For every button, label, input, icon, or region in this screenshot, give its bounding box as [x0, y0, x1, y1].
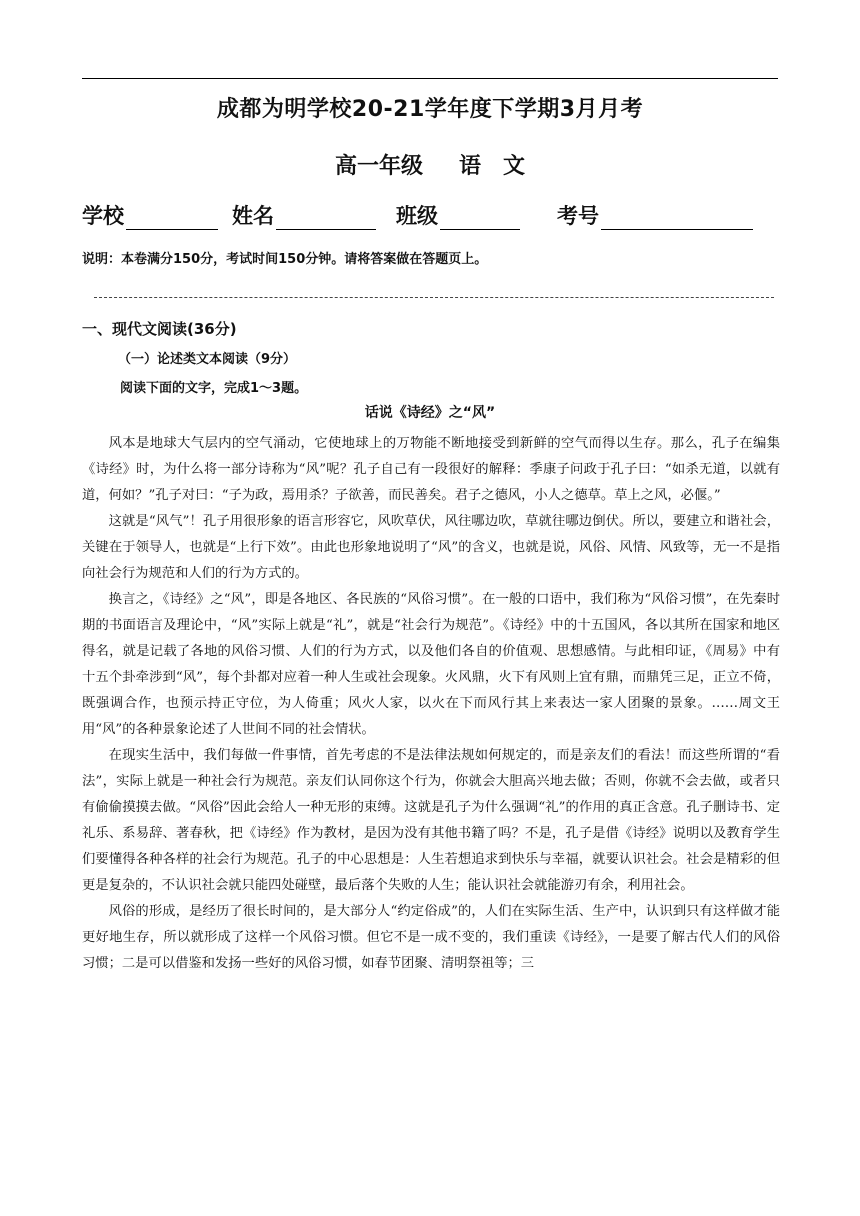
class-blank[interactable]	[440, 205, 520, 230]
exam-no-field[interactable]	[557, 200, 753, 230]
article-paragraph: 风俗的形成，是经历了很长时间的，是大部分人“约定俗成”的，人们在实际生活、生产中，认识到只有这样做才能更好地生存，所以就形成了这样一个风俗习惯。但它不是一成不变的，我们重读《诗经》，一是要了解古代人们的风俗习惯；二是可以借鉴和发扬一些好的风俗习惯，如春节团聚、清明祭祖等；三	[82, 904, 780, 971]
school-label: 学校	[82, 204, 124, 228]
top-rule	[82, 78, 778, 79]
article-body	[82, 431, 780, 977]
class-label: 班级	[396, 204, 438, 228]
section-heading: 一、现代文阅读(36分)	[82, 320, 237, 338]
exam-note: 说明：本卷满分150分，考试时间150分钟。请将答案做在答题页上。	[82, 252, 488, 267]
subject-label: 语 文	[459, 154, 526, 179]
dashed-divider	[94, 297, 774, 298]
grade-label: 高一年级	[334, 154, 423, 179]
name-label: 姓名	[232, 204, 274, 228]
article-paragraph: 这就是“风气”！孔子用很形象的语言形容它，风吹草伏，风往哪边吹，草就往哪边倒伏。所以，要建立和谐社会，关键在于领导人，也就是“上行下效”。由此也形象地说明了“风”的含义，也就是说，风俗、风情、风致等，无一不是指向社会行为规范和人们的行为方式的。	[82, 514, 780, 581]
article-title: 话说《诗经》之“风”	[364, 405, 496, 421]
class-field[interactable]	[396, 200, 520, 230]
article-paragraph: 在现实生活中，我们每做一件事情，首先考虑的不是法律法规如何规定的，而是亲友们的看法！而这些所谓的“看法”，实际上就是一种社会行为规范。亲友们认同你这个行为，你就会大胆高兴地去做；否则，你就不会去做，或者只有偷偷摸摸去做。“风俗”因此会给人一种无形的束缚。这就是孔子为什么强调“礼”的作用的真正含意。孔子删诗书、定礼乐、系易辞、著春秋，把《诗经》作为教材，是因为没有其他书籍了吗？不是，孔子是借《诗经》说明以及教育学生们要懂得各种各样的社会行为规范。孔子的中心思想是：人生若想追求到快乐与幸福，就要认识社会。社会是精彩的但更是复杂的，不认识社会就只能四处碰壁，最后落个失败的人生；能认识社会就能游刃有余，利用社会。	[82, 748, 780, 893]
name-field[interactable]	[232, 200, 376, 230]
article-paragraph: 换言之，《诗经》之“风”，即是各地区、各民族的“风俗习惯”。在一般的口语中，我们称为“风俗习惯”，在先秦时期的书面语言及理论中，“风”实际上就是“礼”，就是“社会行为规范”。《诗经》中的十五国风，各以其所在国家和地区得名，就是记载了各地的风俗习惯、人们的行为方式，以及他们各自的价值观、思想感情。与此相印证，《周易》中有十五个卦牵涉到“风”，每个卦都对应着一种人生或社会现象。火风鼎，火下有风则上宜有鼎，而鼎凭三足，正立不倚，既强调合作，也预示持正守位，为人倚重；风火人家，以火在下而风行其上来表达一家人团聚的景象。……周文王用“风”的各种景象论述了人世间不同的社会情状。	[82, 592, 780, 737]
name-blank[interactable]	[276, 205, 376, 230]
student-info-row	[82, 200, 782, 232]
exam-no-blank[interactable]	[601, 205, 753, 230]
school-blank[interactable]	[126, 205, 218, 230]
school-field[interactable]	[82, 200, 218, 230]
exam-title: 成都为明学校20-21学年度下学期3月月考	[216, 97, 644, 122]
article-paragraph: 风本是地球大气层内的空气涌动，它使地球上的万物能不断地接受到新鲜的空气而得以生存。那么，孔子在编集《诗经》时，为什么将一部分诗称为“风”呢？孔子自己有一段很好的解释：季康子问政于孔子曰：“如杀无道，以就有道，何如？”孔子对曰：“子为政，焉用杀？子欲善，而民善矣。君子之德风，小人之德草。草上之风，必偃。”	[82, 436, 780, 503]
sub-heading: （一）论述类文本阅读（9分）	[118, 352, 297, 367]
exam-no-label: 考号	[557, 204, 599, 228]
subject-title	[0, 149, 860, 180]
reading-instruction: 阅读下面的文字，完成1～3题。	[120, 381, 308, 396]
